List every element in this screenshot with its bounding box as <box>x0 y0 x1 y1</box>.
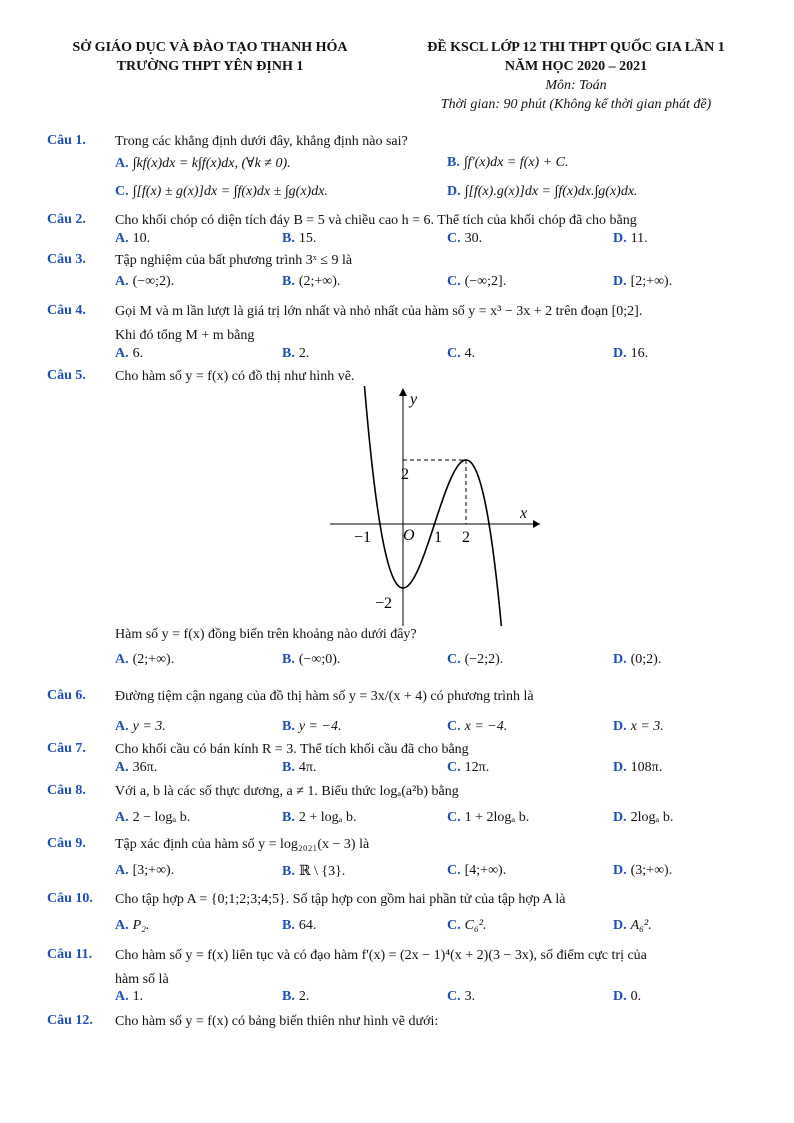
question-number: Câu 2. <box>47 212 86 227</box>
tick-label-neg1: −1 <box>354 529 372 546</box>
option-d[interactable]: D. ∫[f(x).g(x)]dx = ∫f(x)dx.∫g(x)dx. <box>447 184 638 199</box>
tick-label-1: 1 <box>434 529 442 546</box>
tick-label-2: 2 <box>462 529 470 546</box>
question-number: Câu 1. <box>47 133 86 148</box>
option-c[interactable]: C. 4. <box>447 346 476 361</box>
tick-label-y2: 2 <box>401 466 409 483</box>
tick-label-yneg2: −2 <box>375 595 393 612</box>
option-d[interactable]: D. 16. <box>613 346 649 361</box>
question-text: Cho tập hợp A = {0;1;2;3;4;5}. Số tập hợp con gồm hai phần tử của tập hợp A là <box>115 892 566 907</box>
y-axis-arrow-icon <box>399 388 407 396</box>
option-c[interactable]: C. 3. <box>447 989 476 1004</box>
option-a[interactable]: A. 36π. <box>115 760 158 775</box>
function-graph <box>330 386 540 626</box>
x-axis-label: x <box>520 505 528 522</box>
option-d[interactable]: D. 0. <box>613 989 642 1004</box>
question-text: Cho khối cầu có bán kính R = 3. Thể tích khối cầu đã cho bằng <box>115 742 469 757</box>
exam-title: ĐỀ KSCL LỚP 12 THI THPT QUỐC GIA LẦN 1 <box>427 40 725 55</box>
option-a[interactable]: A. 10. <box>115 231 151 246</box>
question-text: Cho hàm số y = f(x) có bảng biến thiên như hình vẽ dưới: <box>115 1014 439 1029</box>
option-a[interactable]: A. (2;+∞). <box>115 652 175 667</box>
question-number: Câu 3. <box>47 252 86 267</box>
question-number: Câu 4. <box>47 303 86 318</box>
question-text-line2: Hàm số y = f(x) đồng biến trên khoảng nào dưới đây? <box>115 627 417 642</box>
question-text: Cho hàm số y = f(x) liên tục và có đạo hàm f'(x) = (2x − 1)⁴(x + 2)(3 − 3x), số điểm cực trị của <box>115 948 647 963</box>
option-b[interactable]: B. 64. <box>282 918 317 933</box>
school-name: TRƯỜNG THPT YÊN ĐỊNH 1 <box>116 59 304 74</box>
question-text: Trong các khẳng định dưới đây, khẳng định nào sai? <box>115 134 408 149</box>
school-header <box>40 38 380 76</box>
option-a[interactable]: A. P₂. <box>115 918 150 933</box>
option-c[interactable]: C. (−∞;2]. <box>447 274 507 289</box>
option-b[interactable]: B. (2;+∞). <box>282 274 341 289</box>
option-a[interactable]: A. [3;+∞). <box>115 863 175 878</box>
option-a[interactable]: A. 1. <box>115 989 144 1004</box>
function-curve <box>364 386 506 626</box>
option-b[interactable]: B. y = −4. <box>282 719 342 734</box>
question-text: Gọi M và m lần lượt là giá trị lớn nhất và nhỏ nhất của hàm số y = x³ − 3x + 2 trên đoạn [0;2]. <box>115 304 643 319</box>
option-c[interactable]: C. x = −4. <box>447 719 508 734</box>
question-text: Cho khối chóp có diện tích đáy B = 5 và chiều cao h = 6. Thể tích của khối chóp đã cho bằng <box>115 213 637 228</box>
option-c[interactable]: C. 12π. <box>447 760 490 775</box>
option-a[interactable]: A. 2 − logₐ b. <box>115 810 191 825</box>
question-number: Câu 11. <box>47 947 93 962</box>
option-b[interactable]: B. 2. <box>282 989 310 1004</box>
option-c[interactable]: C. [4;+∞). <box>447 863 507 878</box>
origin-label: O <box>403 527 415 544</box>
option-c[interactable]: C. 30. <box>447 231 483 246</box>
option-a[interactable]: A. ∫kf(x)dx = k∫f(x)dx, (∀k ≠ 0). <box>115 156 291 171</box>
option-b[interactable]: B. 4π. <box>282 760 317 775</box>
question-text: Đường tiệm cận ngang của đồ thị hàm số y = 3x/(x + 4) có phương trình là <box>115 689 534 704</box>
option-b[interactable]: B. 15. <box>282 231 317 246</box>
option-c[interactable]: C. C₆². <box>447 918 487 933</box>
question-text: Cho hàm số y = f(x) có đồ thị như hình vẽ. <box>115 369 355 384</box>
option-c[interactable]: C. 1 + 2logₐ b. <box>447 810 530 825</box>
option-c[interactable]: C. (−2;2). <box>447 652 504 667</box>
option-b[interactable]: B. 2 + logₐ b. <box>282 810 357 825</box>
question-text: Tập xác định của hàm số y = log₂₀₂₁(x − 3) là <box>115 837 370 852</box>
option-b[interactable]: B. 2. <box>282 346 310 361</box>
y-axis-label: y <box>410 391 418 408</box>
question-text: Tập nghiệm của bất phương trình 3ˣ ≤ 9 là <box>115 253 353 268</box>
question-number: Câu 10. <box>47 891 93 906</box>
question-text: Với a, b là các số thực dương, a ≠ 1. Biểu thức logₐ(a²b) bằng <box>115 784 459 799</box>
option-d[interactable]: D. [2;+∞). <box>613 274 673 289</box>
question-number: Câu 12. <box>47 1013 93 1028</box>
question-text-line2: hàm số là <box>115 972 169 987</box>
option-d[interactable]: D. x = 3. <box>613 719 664 734</box>
option-d[interactable]: D. 108π. <box>613 760 663 775</box>
option-b[interactable]: B. ∫f'(x)dx = f(x) + C. <box>447 155 569 170</box>
question-number: Câu 8. <box>47 783 86 798</box>
question-number: Câu 7. <box>47 741 86 756</box>
exam-subject: Môn: Toán <box>545 78 607 93</box>
option-c[interactable]: C. ∫[f(x) ± g(x)]dx = ∫f(x)dx ± ∫g(x)dx. <box>115 184 328 199</box>
question-number: Câu 6. <box>47 688 86 703</box>
question-number: Câu 5. <box>47 368 86 383</box>
option-d[interactable]: D. 2logₐ b. <box>613 810 674 825</box>
department-name: SỞ GIÁO DỤC VÀ ĐÀO TẠO THANH HÓA <box>72 40 348 55</box>
question-number: Câu 9. <box>47 836 86 851</box>
option-b[interactable]: B. ℝ \ {3}. <box>282 864 346 879</box>
option-d[interactable]: D. A₆². <box>613 918 652 933</box>
x-axis-arrow-icon <box>533 520 540 528</box>
option-a[interactable]: A. (−∞;2). <box>115 274 175 289</box>
option-a[interactable]: A. 6. <box>115 346 144 361</box>
exam-time: Thời gian: 90 phút (Không kể thời gian phát đề) <box>440 97 712 112</box>
school-year: NĂM HỌC 2020 – 2021 <box>504 59 648 74</box>
exam-header <box>396 38 756 114</box>
option-b[interactable]: B. (−∞;0). <box>282 652 341 667</box>
question-text-line2: Khi đó tổng M + m bằng <box>115 328 255 343</box>
option-a[interactable]: A. y = 3. <box>115 719 166 734</box>
option-d[interactable]: D. (3;+∞). <box>613 863 673 878</box>
option-d[interactable]: D. (0;2). <box>613 652 662 667</box>
option-d[interactable]: D. 11. <box>613 231 648 246</box>
